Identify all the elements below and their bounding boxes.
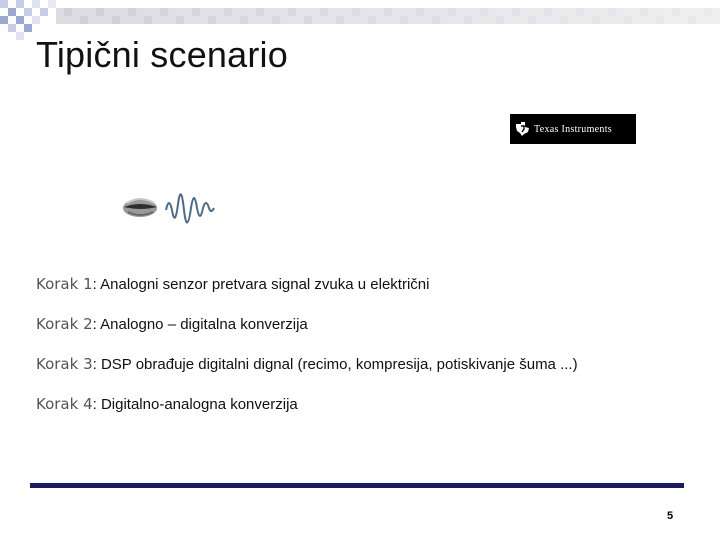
texas-instruments-wordmark: Texas Instruments (534, 123, 612, 135)
step-2-prefix: Korak 2 (36, 315, 93, 333)
steps-list (36, 274, 696, 434)
page-number: 5 (667, 510, 674, 522)
footer-divider (30, 483, 684, 488)
speech-signal-illustration (120, 178, 220, 245)
step-3 (36, 354, 696, 394)
slide-title: Tipični scenario (36, 34, 288, 75)
lips-icon (123, 199, 157, 217)
step-3-prefix: Korak 3 (36, 355, 93, 373)
step-1-prefix: Korak 1 (36, 275, 93, 293)
texas-state-icon (514, 121, 530, 137)
texas-instruments-logo (510, 114, 636, 144)
step-4 (36, 394, 696, 434)
step-2 (36, 314, 696, 354)
step-3-text: : DSP obrađuje digitalni dignal (recimo, kompresija, potiskivanje šuma ...) (92, 356, 578, 373)
step-1 (36, 274, 696, 314)
step-2-text: : Analogno – digitalna konverzija (92, 316, 308, 333)
step-4-text: : Digitalno-analogna konverzija (92, 396, 298, 413)
step-4-prefix: Korak 4 (36, 395, 93, 413)
sound-wave-icon (166, 194, 214, 222)
step-1-text: : Analogni senzor pretvara signal zvuka u električni (92, 276, 430, 293)
